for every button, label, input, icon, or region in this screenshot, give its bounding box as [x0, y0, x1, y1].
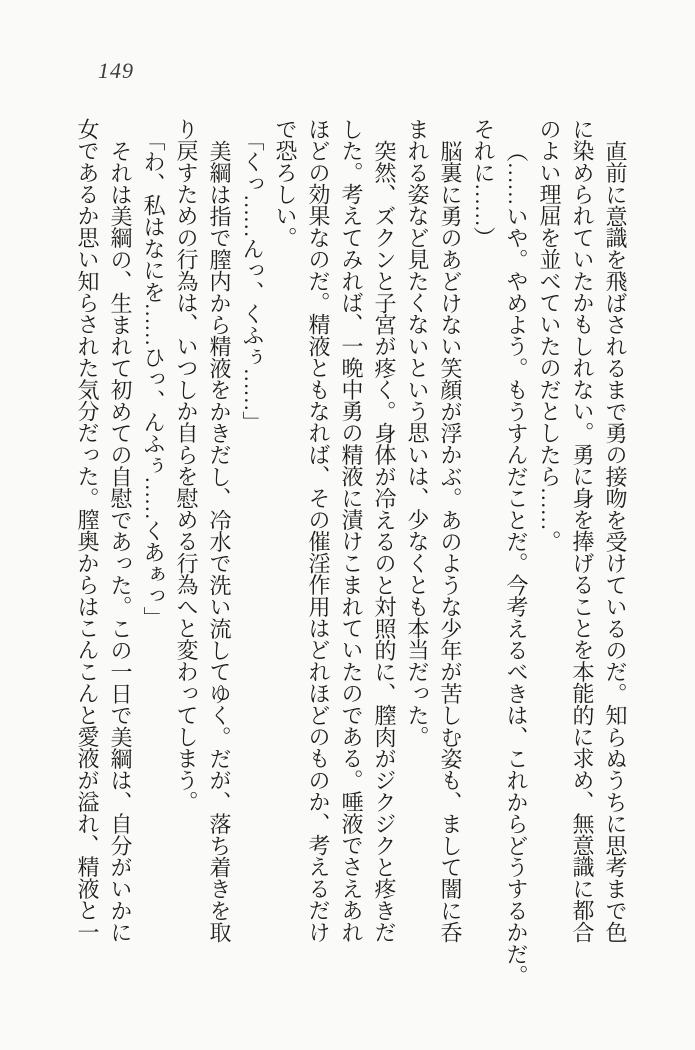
text-column: まれる姿など見たくないという思いは、少なくとも本当だった。	[405, 118, 430, 748]
text-column: のよい理屈を並べていたのだとしたら……。	[537, 118, 562, 553]
text-column: 「わ、私はなにを……ひっ、んふぅ……くあぁっ」	[141, 129, 166, 629]
text-column: 突然、ズクンと子宮が疼く。身体が冷えるのと対照的に、膣肉がジクジクと疼きだ	[372, 140, 397, 943]
text-column: （……いや。やめよう。もうすんだことだ。今考えるべきは、これからどうするかだ。	[504, 140, 529, 987]
text-block	[71, 118, 632, 987]
text-column: 直前に意識を飛ばされるまで勇の接吻を受けているのだ。知らぬうちに思考まで色	[603, 140, 628, 943]
text-column: り戻すための行為は、いつしか自らを慰める行為へと変わってしまう。	[174, 118, 199, 813]
text-column: 脳裏に勇のあどけない笑顔が浮かぶ。あのような少年が苦しむ姿も、まして闇に呑	[438, 140, 463, 943]
text-column: 美綱は指で膣内から精液をかきだし、冷水で洗い流してゆく。だが、落ち着きを取	[207, 140, 232, 943]
text-column: それは美綱の、生まれて初めての自慰であった。この一日で美綱は、自分がいかに	[108, 140, 133, 943]
text-column: で恐ろしい。	[273, 118, 298, 249]
text-column: ほどの効果なのだ。精液ともなれば、その催淫作用はどれほどのものか、考えるだけ	[306, 118, 331, 943]
text-column: した。考えてみれば、一晩中勇の精液に漬けこまれていたのである。唾液でさえあれ	[339, 118, 364, 943]
text-column: に染められていたかもしれない。勇に身を捧げることを本能的に求め、無意識に都合	[570, 118, 595, 943]
text-column: 「くっ……んっ、くふぅ……」	[240, 129, 265, 433]
text-column: それに……）	[471, 118, 496, 249]
text-column: 女であるか思い知らされた気分だった。膣奥からはこんこんと愛液が溢れ、精液と一	[75, 118, 100, 943]
page-number: 149	[98, 58, 134, 83]
